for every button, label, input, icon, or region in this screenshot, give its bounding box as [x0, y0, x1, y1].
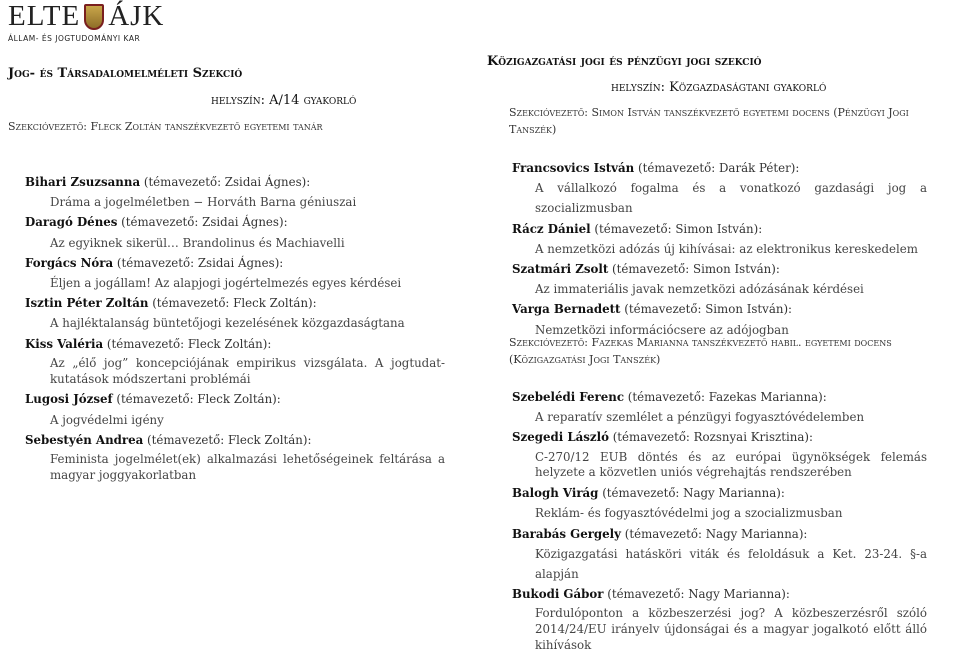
- student-name: Isztin Péter Zoltán: [25, 296, 149, 311]
- topic: Az „élő jog” koncepciójának empirikus vizsgálata. A jogtudat-kutatások módszertani problémái: [50, 355, 445, 386]
- student-name: Francsovics István: [512, 161, 635, 175]
- topic: Dráma a jogelméletben − Horváth Barna géniuszai: [50, 195, 357, 210]
- supervisor: (témavezető: Simon István):: [612, 262, 780, 277]
- right-section-chair-2: Szekcióvezető: Fazekas Marianna tanszékvezető habil. egyetemi docens (Közigazgatási Jogi Tanszék): [509, 336, 892, 367]
- list-item: [25, 334, 445, 390]
- topic: C-270/12 EUB döntés és az európai ügynökségek felemás helyzete a közvetlen uniós végrehajtás rendszerében: [535, 449, 927, 480]
- student-name: Barabás Gergely: [512, 526, 622, 541]
- topic: Reklám- és fogyasztóvédelmi jog a szocializmusban: [535, 506, 843, 521]
- list-item: [25, 389, 445, 429]
- list-item: [512, 483, 927, 523]
- right-section-venue: helyszín: Közgazdaságtani gyakorló: [611, 80, 827, 95]
- list-item: [512, 524, 927, 585]
- topic: A reparatív szemlélet a pénzügyi fogyasztóvédelemben: [535, 410, 865, 425]
- list-item: [25, 293, 445, 333]
- topic: Közigazgatási hatásköri viták és feloldásuk a Ket. 23-24. §-a alapján: [535, 546, 927, 582]
- supervisor: (témavezető: Darák Péter):: [638, 161, 800, 175]
- supervisor: (témavezető: Rozsnyai Krisztina):: [612, 430, 813, 445]
- list-item: [25, 253, 445, 293]
- student-name: Daragó Dénes: [25, 215, 118, 230]
- student-name: Rácz Dániel: [512, 221, 591, 236]
- supervisor: (témavezető: Fleck Zoltán):: [147, 432, 312, 447]
- supervisor: (témavezető: Fleck Zoltán):: [116, 392, 281, 407]
- list-item: [25, 172, 445, 212]
- supervisor: (témavezető: Nagy Marianna):: [602, 486, 785, 501]
- list-item: [512, 427, 927, 483]
- student-name: Bihari Zsuzsanna: [25, 175, 141, 189]
- supervisor: (témavezető: Fleck Zoltán):: [106, 336, 272, 351]
- student-name: Szebelédi Ferenc: [512, 390, 625, 404]
- student-name: Balogh Virág: [512, 486, 599, 501]
- right-entries-2: [512, 387, 927, 656]
- logo-subtitle: ÁLLAM- ÉS JOGTUDOMÁNYI KAR: [8, 34, 141, 43]
- student-name: Szegedi László: [512, 430, 609, 445]
- student-name: Sebestyén Andrea: [25, 432, 144, 447]
- topic: Az egyiknek sikerül… Brandolinus és Machiavelli: [50, 235, 345, 250]
- topic: Az immateriális javak nemzetközi adózásának kérdései: [535, 282, 864, 297]
- supervisor: (témavezető: Zsidai Ágnes):: [116, 255, 284, 270]
- supervisor: (témavezető: Fazekas Marianna):: [627, 390, 827, 404]
- list-item: [512, 584, 927, 656]
- list-item: [512, 259, 927, 299]
- list-item: [25, 430, 445, 486]
- list-item: [512, 158, 927, 219]
- student-name: Varga Bernadett: [512, 302, 621, 317]
- left-entries: [25, 172, 445, 486]
- left-section-venue: helyszín: A/14 gyakorló: [211, 93, 357, 108]
- list-item: [512, 387, 927, 427]
- right-section-title: Közigazgatási jogi és pénzügyi jogi szekció: [487, 54, 762, 69]
- topic: Fordulóponton a közbeszerzési jog? A közbeszerzésről szóló 2014/24/EU irányelv újdonságai és a magyar jogalkotó előtt álló kihívások: [535, 606, 927, 653]
- student-name: Szatmári Zsolt: [512, 262, 609, 277]
- student-name: Forgács Nóra: [25, 255, 114, 270]
- right-entries: [512, 158, 927, 340]
- list-item: [25, 212, 445, 252]
- topic: A jogvédelmi igény: [50, 412, 164, 427]
- logo-name-part2: ÁJK: [108, 0, 165, 32]
- student-name: Bukodi Gábor: [512, 587, 604, 602]
- supervisor: (témavezető: Fleck Zoltán):: [152, 296, 317, 311]
- student-name: Lugosi József: [25, 392, 113, 407]
- topic: A vállalkozó fogalma és a vonatkozó gazdasági jog a szocializmusban: [535, 181, 927, 216]
- topic: A nemzetközi adózás új kihívásai: az elektronikus kereskedelem: [535, 241, 918, 256]
- supervisor: (témavezető: Simon István):: [624, 302, 793, 317]
- topic: Nemzetközi információcsere az adójogban: [535, 322, 789, 337]
- right-section-chair: Szekcióvezető: Simon István tanszékvezető egyetemi docens (Pénzügyi Jogi Tanszék): [509, 106, 909, 137]
- topic: Éljen a jogállam! Az alapjogi jogértelmezés egyes kérdései: [50, 276, 402, 291]
- student-name: Kiss Valéria: [25, 336, 104, 351]
- faculty-logo: [8, 2, 168, 48]
- topic: Feminista jogelmélet(ek) alkalmazási lehetőségeinek feltárása a magyar joggyakorlatban: [50, 452, 445, 482]
- topic: A hajléktalanság büntetőjogi kezelésének közgazdaságtana: [50, 316, 405, 331]
- supervisor: (témavezető: Nagy Marianna):: [607, 587, 790, 602]
- supervisor: (témavezető: Zsidai Ágnes):: [121, 215, 288, 230]
- left-section-chair: Szekcióvezető: Fleck Zoltán tanszékvezető egyetemi tanár: [8, 120, 323, 133]
- left-section-title: Jog- és Társadalomelméleti Szekció: [8, 66, 243, 81]
- logo-name-part1: ELTE: [8, 0, 81, 32]
- supervisor: (témavezető: Nagy Marianna):: [624, 526, 808, 541]
- supervisor: (témavezető: Simon István):: [594, 221, 763, 236]
- list-item: [512, 219, 927, 259]
- crest-icon: [84, 4, 104, 30]
- supervisor: (témavezető: Zsidai Ágnes):: [143, 175, 311, 189]
